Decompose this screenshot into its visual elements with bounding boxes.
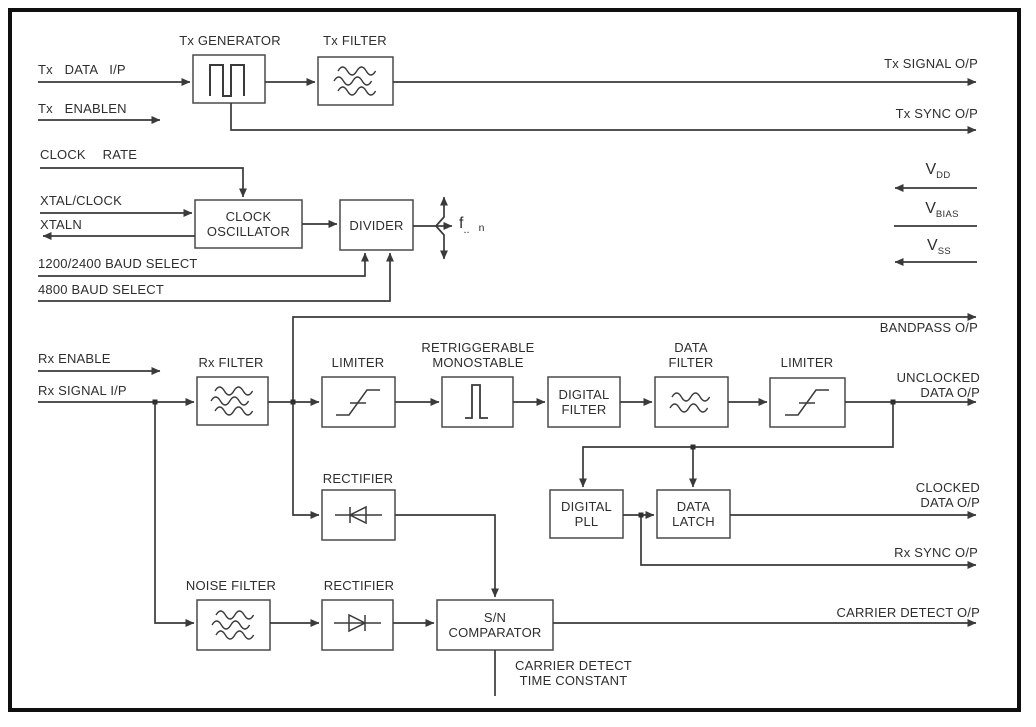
vss-base: V: [927, 237, 938, 254]
baud-4800-label: 4800 BAUD SELECT: [38, 282, 165, 297]
data-filter-box: [655, 377, 728, 427]
freq-subscript: n: [478, 222, 485, 234]
clocked-output-label: CLOCKED DATA O/P: [915, 480, 980, 510]
divider-fanout-down: [436, 226, 444, 259]
vdd-base: V: [925, 161, 937, 178]
noise-filter-box: [197, 600, 270, 650]
tx-sync-output-label: Tx SYNC O/P: [895, 106, 978, 121]
tx-enable-input-label: Tx ENABLEN: [38, 101, 127, 116]
monostable-label: RETRIGGERABLE MONOSTABLE: [421, 340, 535, 370]
clock-rate-label: CLOCK RATE: [40, 147, 138, 162]
carrier-time-constant-label: CARRIER DETECT TIME CONSTANT: [515, 658, 632, 688]
rectifier2-box: [322, 600, 393, 650]
bandpass-output-label: BANDPASS O/P: [879, 320, 978, 335]
tx-filter-label: Tx FILTER: [323, 33, 387, 48]
xtal-clock-label: XTAL/CLOCK: [40, 193, 122, 208]
xtaln-label: XTALN: [40, 217, 82, 232]
vss-sub: SS: [937, 246, 951, 257]
clock-oscillator-block-label: CLOCK OSCILLATOR: [206, 209, 291, 239]
vbias-sub: BIAS: [935, 209, 959, 220]
data-filter-label: DATA FILTER: [668, 340, 714, 370]
limiter1-label: LIMITER: [331, 355, 385, 370]
vdd-label: [926, 161, 951, 181]
rectifier2-label: RECTIFIER: [323, 578, 395, 593]
carrier-detect-output-label: CARRIER DETECT O/P: [836, 605, 980, 620]
tx-data-input-label: Tx DATA I/P: [38, 62, 126, 77]
tx-generator-label: Tx GENERATOR: [179, 33, 281, 48]
freq-base: f: [459, 215, 464, 232]
data-latch-block-label: DATA LATCH: [672, 499, 715, 529]
vbias-label: [925, 200, 959, 220]
sn-comparator-block-label: S/N COMPARATOR: [448, 610, 542, 640]
tx-sync-out-line: [231, 103, 976, 130]
noise-filter-label: NOISE FILTER: [185, 578, 277, 593]
baud-1200-2400-label: 1200/2400 BAUD SELECT: [38, 256, 198, 271]
freq-dots: ..: [463, 224, 470, 236]
tx-filter-box: [318, 57, 393, 105]
tx-signal-output-label: Tx SIGNAL O/P: [884, 56, 978, 71]
limiter2-to-pll-line: [583, 402, 893, 487]
rx-sync-output-label: Rx SYNC O/P: [894, 545, 978, 560]
vdd-sub: DD: [936, 170, 951, 181]
rx-filter-label: Rx FILTER: [198, 355, 264, 370]
rectifier1-label: RECTIFIER: [322, 471, 394, 486]
digital-filter-block-label: DIGITAL FILTER: [558, 387, 610, 417]
vss-label: [927, 237, 951, 257]
divider-fanout-up: [436, 197, 444, 226]
rx-filter-box: [197, 377, 268, 425]
rectifier1-to-sn-line: [395, 515, 495, 597]
unclocked-output-label: UNCLOCKED DATA O/P: [896, 370, 980, 400]
rectifier1-feed-line: [293, 402, 319, 515]
rx-enable-label: Rx ENABLE: [38, 351, 111, 366]
digital-pll-block-label: DIGITAL PLL: [560, 499, 612, 529]
divider-frequency-label: [459, 215, 484, 236]
vbias-base: V: [925, 200, 936, 217]
limiter2-label: LIMITER: [780, 355, 834, 370]
divider-block-label: DIVIDER: [349, 217, 404, 233]
rx-signal-input-label: Rx SIGNAL I/P: [38, 383, 127, 398]
